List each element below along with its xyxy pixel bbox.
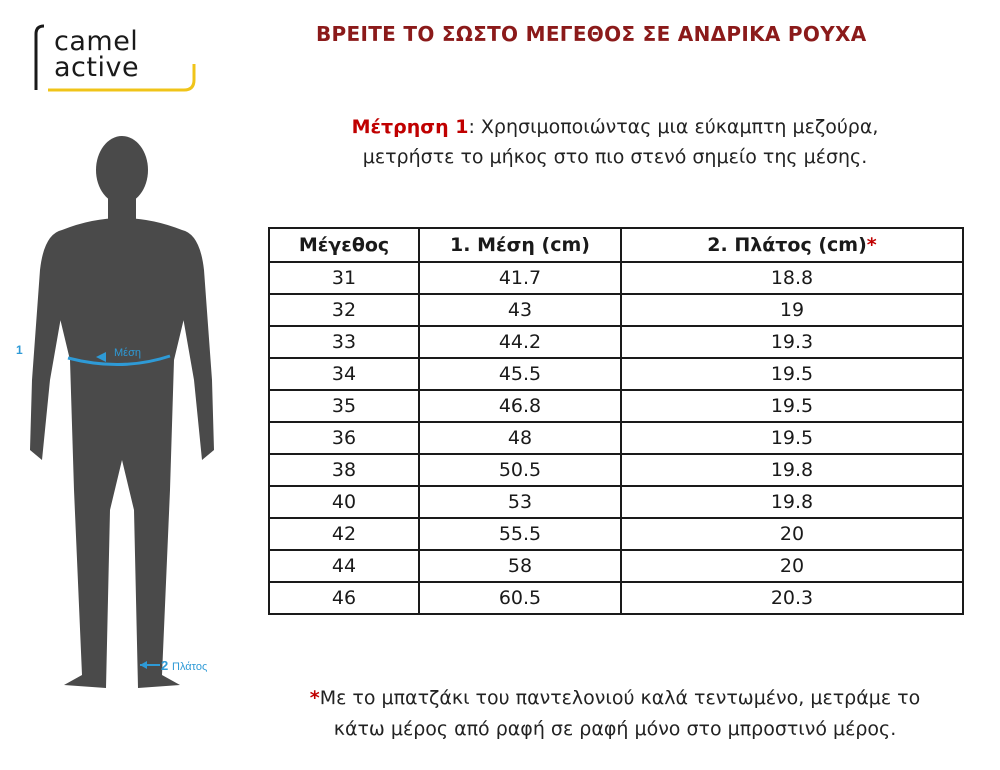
brand-logo [34,20,196,94]
table-row [269,454,963,486]
cell-width: 20.3 [621,582,963,614]
header-width [621,228,963,262]
cell-width: 19.5 [621,390,963,422]
cell-size: 36 [269,422,419,454]
header-width-text: 2. Πλάτος (cm) [707,234,867,256]
cell-width: 19 [621,294,963,326]
header-size: Μέγεθος [269,228,419,262]
measurement-instruction [280,112,950,172]
table-row [269,390,963,422]
table-row [269,262,963,294]
body-figure [10,130,240,710]
header-waist: 1. Μέση (cm) [419,228,621,262]
human-silhouette-icon [10,130,240,710]
cell-size: 35 [269,390,419,422]
header-width-mark: * [866,234,877,256]
cell-size: 44 [269,550,419,582]
cell-size: 40 [269,486,419,518]
instruction-line2: μετρήστε το μήκος στο πιο στενό σημείο της μέσης. [362,146,868,168]
cell-width: 19.8 [621,454,963,486]
cell-waist: 50.5 [419,454,621,486]
table-row [269,326,963,358]
page-title: ΒΡΕΙΤΕ ΤΟ ΣΩΣΤΟ ΜΕΓΕΘΟΣ ΣΕ ΑΝΔΡΙΚΑ ΡΟΥΧΑ [316,22,867,46]
table-row [269,358,963,390]
table-row [269,550,963,582]
marker1-label: Μέση [114,347,141,359]
cell-size: 31 [269,262,419,294]
table-row [269,422,963,454]
footnote [280,683,950,745]
marker2-label: Πλάτος [172,661,208,673]
cell-size: 34 [269,358,419,390]
cell-width: 19.5 [621,358,963,390]
cell-waist: 45.5 [419,358,621,390]
cell-size: 38 [269,454,419,486]
footnote-line1: Με το μπατζάκι του παντελονιού καλά τεντωμένο, μετράμε το [319,687,921,709]
cell-waist: 55.5 [419,518,621,550]
cell-waist: 48 [419,422,621,454]
cell-waist: 46.8 [419,390,621,422]
cell-size: 33 [269,326,419,358]
logo-line2: active [54,52,140,83]
cell-width: 19.3 [621,326,963,358]
footnote-line2: κάτω μέρος από ραφή σε ραφή μόνο στο μπροστινό μέρος. [333,718,897,740]
marker2-number: 2 [161,658,169,673]
cell-width: 19.8 [621,486,963,518]
table-header-row [269,228,963,262]
cell-width: 20 [621,518,963,550]
table-row [269,518,963,550]
cell-width: 19.5 [621,422,963,454]
cell-waist: 43 [419,294,621,326]
cell-waist: 58 [419,550,621,582]
size-table [268,227,964,615]
cell-width: 20 [621,550,963,582]
cell-width: 18.8 [621,262,963,294]
table-row [269,486,963,518]
cell-waist: 41.7 [419,262,621,294]
cell-waist: 53 [419,486,621,518]
cell-waist: 60.5 [419,582,621,614]
instruction-line1: : Χρησιμοποιώντας μια εύκαμπτη μεζούρα, [468,116,879,138]
cell-size: 42 [269,518,419,550]
cell-size: 32 [269,294,419,326]
cell-size: 46 [269,582,419,614]
cell-waist: 44.2 [419,326,621,358]
footnote-mark: * [309,687,320,709]
marker1-number: 1 [16,343,23,357]
table-row [269,294,963,326]
logo-line1: camel [54,26,139,57]
table-row [269,582,963,614]
measurement-label: Μέτρηση 1 [351,116,469,138]
